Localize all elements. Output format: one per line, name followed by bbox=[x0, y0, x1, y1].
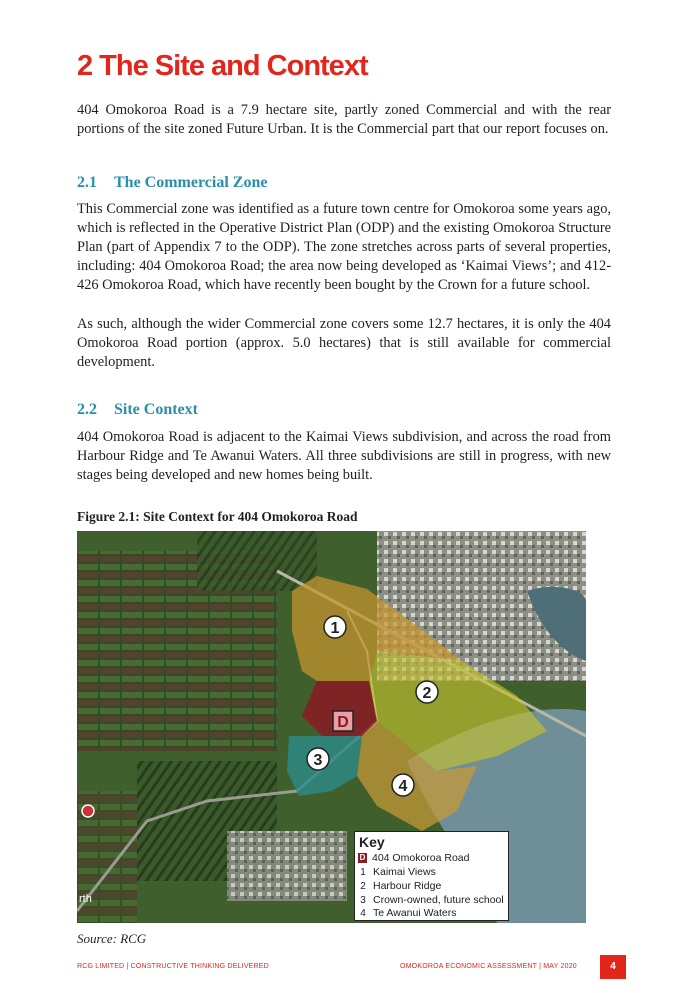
section-number: 2.2 bbox=[77, 401, 97, 418]
key-mark: 3 bbox=[360, 894, 366, 906]
map-key bbox=[354, 831, 509, 921]
section-2-1-heading bbox=[77, 174, 267, 192]
key-item bbox=[358, 880, 441, 892]
key-label: Harbour Ridge bbox=[373, 880, 442, 892]
section-2-2-heading bbox=[77, 401, 198, 419]
footer-left: RCG LIMITED | CONSTRUCTIVE THINKING DELIVERED bbox=[77, 963, 269, 970]
location-pin-icon bbox=[82, 805, 94, 817]
key-mark: D bbox=[359, 853, 366, 862]
map-edge-text: rth bbox=[79, 893, 92, 905]
map-label-3: 3 bbox=[313, 752, 323, 769]
key-label: Kaimai Views bbox=[373, 866, 436, 878]
map-label-site: D bbox=[337, 714, 349, 731]
page-number: 4 bbox=[600, 955, 626, 979]
key-mark: 1 bbox=[360, 866, 366, 878]
key-label: 404 Omokoroa Road bbox=[372, 852, 470, 864]
footer-right: OMOKOROA ECONOMIC ASSESSMENT | MAY 2020 bbox=[400, 963, 577, 970]
key-mark: 2 bbox=[360, 880, 366, 892]
map-label-2: 2 bbox=[422, 685, 432, 702]
key-title: Key bbox=[359, 834, 385, 850]
key-item bbox=[358, 894, 504, 906]
intro-paragraph: 404 Omokoroa Road is a 7.9 hectare site, partly zoned Commercial and with the rear portions of the site zoned Future Urban. It is the Commercial part that our report focuses on. bbox=[77, 102, 611, 137]
figure-source: Source: RCG bbox=[77, 931, 147, 946]
section-title: The Commercial Zone bbox=[114, 174, 268, 191]
key-label: Te Awanui Waters bbox=[373, 907, 457, 919]
commercial-zone-paragraph-2: As such, although the wider Commercial zone covers some 12.7 hectares, it is only the 404 Omokoroa Road portion (approx. 5.0 hectares) that is still available for commercial development. bbox=[77, 316, 611, 370]
page-title: 2 The Site and Context bbox=[77, 50, 368, 82]
commercial-zone-paragraph-1: This Commercial zone was identified as a future town centre for Omokoroa some years ago, which is reflected in the Operative District Plan (ODP) and the existing Omokoroa Structure Plan (part of Appendix 7 to the ODP). The zone stretches across parts of several properties, including: 404 Omokoroa Road; the area now being developed as ‘Kaimai Views’; and 412-426 Omokoroa Road, which have recently been bought by the Crown for a future school. bbox=[77, 201, 611, 293]
key-item bbox=[358, 866, 436, 878]
key-label: Crown-owned, future school bbox=[373, 894, 504, 906]
map-label-4: 4 bbox=[398, 778, 408, 795]
map-label-1: 1 bbox=[330, 620, 340, 637]
site-context-paragraph: 404 Omokoroa Road is adjacent to the Kaimai Views subdivision, and across the road from Harbour Ridge and Te Awanui Waters. All three subdivisions are still in progress, with new stages being developed and new homes being built. bbox=[77, 429, 611, 483]
key-mark: 4 bbox=[360, 907, 366, 919]
key-item bbox=[358, 907, 456, 919]
site-context-map bbox=[77, 531, 586, 923]
section-number: 2.1 bbox=[77, 174, 97, 191]
key-item bbox=[358, 852, 469, 864]
section-title: Site Context bbox=[114, 401, 198, 418]
aerial-map-image bbox=[77, 531, 586, 923]
figure-caption: Figure 2.1: Site Context for 404 Omokoroa Road bbox=[77, 509, 358, 524]
